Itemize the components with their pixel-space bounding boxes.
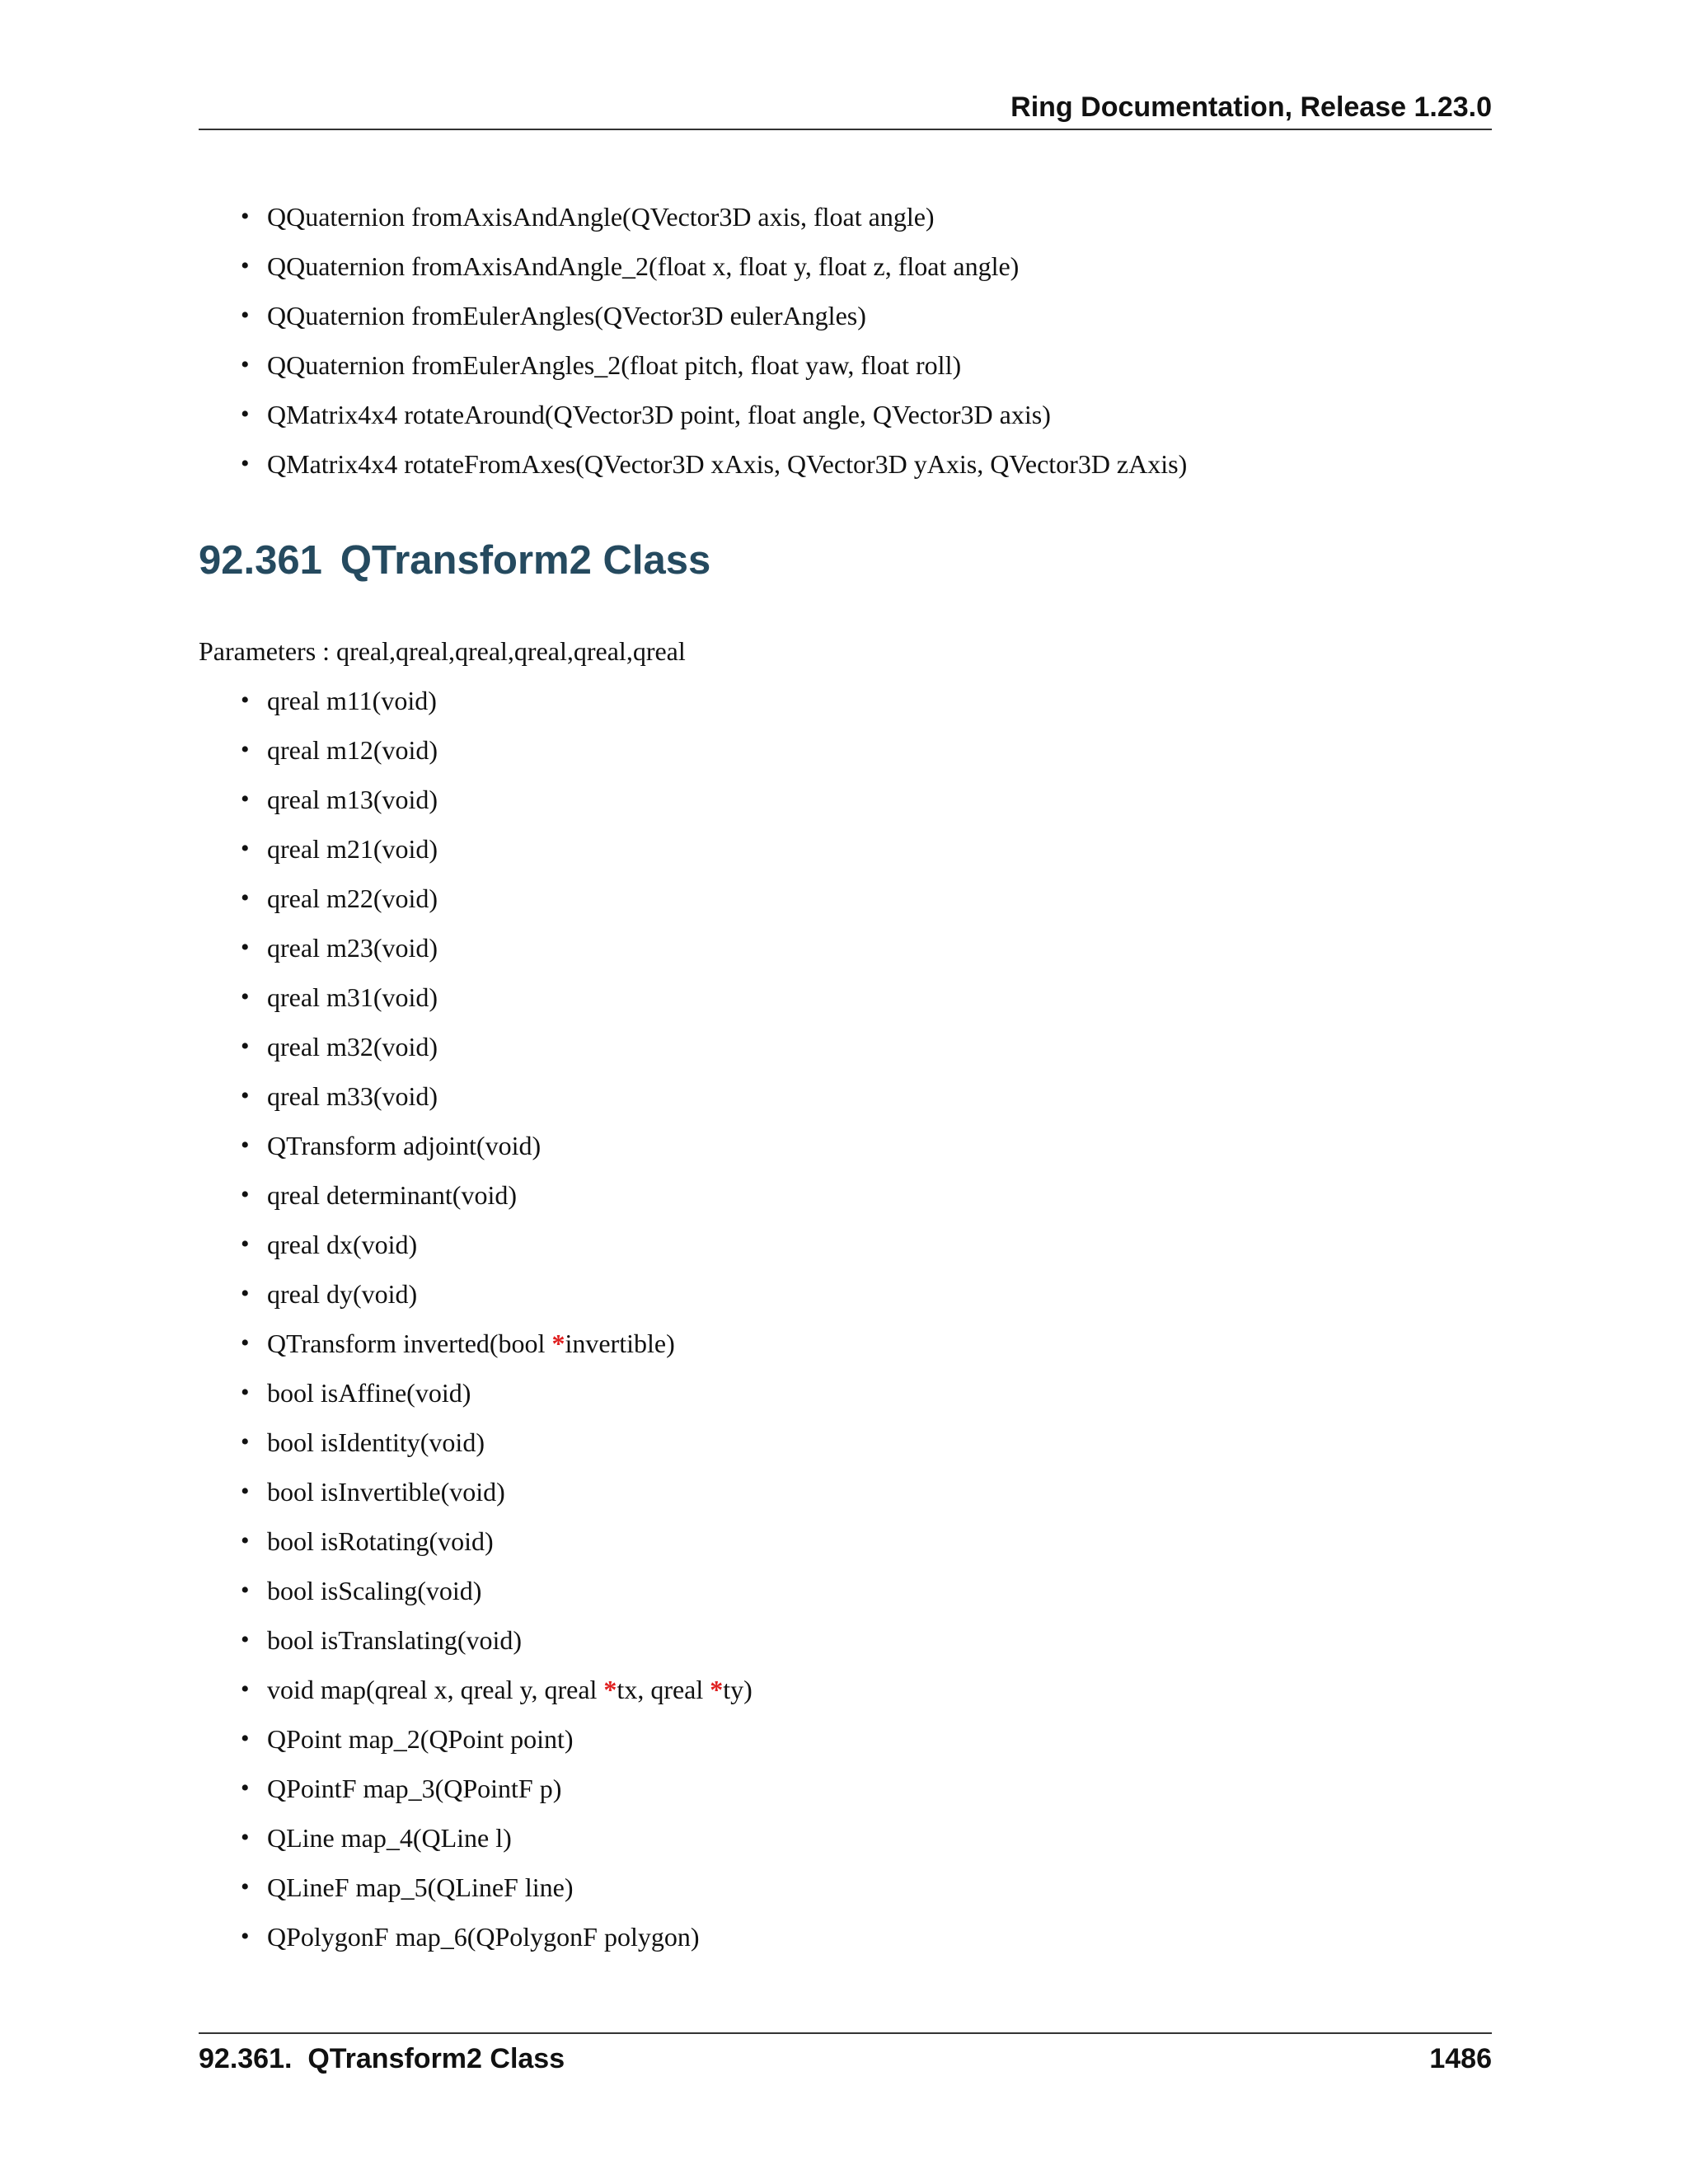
list-item: • QQuaternion fromEulerAngles_2(float pitch, float yaw, float roll) (241, 340, 1187, 390)
pointer-star: * (551, 1329, 565, 1358)
list-item: • bool isInvertible(void) (241, 1467, 753, 1516)
list-item: • qreal m12(void) (241, 725, 753, 775)
list-item: • QLineF map_5(QLineF line) (241, 1863, 753, 1912)
list-item: • qreal m33(void) (241, 1071, 753, 1121)
header-title: Ring Documentation, Release 1.23.0 (1010, 91, 1492, 123)
section-number: 92.361 (199, 538, 322, 583)
list-item: • QQuaternion fromAxisAndAngle_2(float x, float y, float z, float angle) (241, 241, 1187, 291)
list-item: • QQuaternion fromAxisAndAngle(QVector3D axis, float angle) (241, 192, 1187, 241)
list-item: • qreal dy(void) (241, 1269, 753, 1319)
section-heading (199, 536, 710, 585)
list-item: • qreal m21(void) (241, 824, 753, 874)
pointer-star: * (603, 1675, 617, 1704)
list-item: • QTransform adjoint(void) (241, 1121, 753, 1170)
list-item: • qreal dx(void) (241, 1220, 753, 1269)
list-item: • QQuaternion fromEulerAngles(QVector3D eulerAngles) (241, 291, 1187, 340)
list-item: • void map(qreal x, qreal y, qreal *tx, qreal *ty) (241, 1665, 753, 1714)
list-item: • bool isScaling(void) (241, 1566, 753, 1615)
list-item: • qreal m11(void) (241, 676, 753, 725)
list-item: • bool isTranslating(void) (241, 1615, 753, 1665)
list-item: • qreal m32(void) (241, 1022, 753, 1071)
section-title: QTransform2 Class (340, 538, 711, 583)
list-item: • qreal m31(void) (241, 972, 753, 1022)
list-item: • bool isAffine(void) (241, 1368, 753, 1418)
list-item: • bool isRotating(void) (241, 1516, 753, 1566)
top-method-list (241, 192, 1187, 489)
list-item: • QPolygonF map_6(QPolygonF polygon) (241, 1912, 753, 1961)
list-item: • bool isIdentity(void) (241, 1418, 753, 1467)
list-item: • qreal determinant(void) (241, 1170, 753, 1220)
list-item: • QLine map_4(QLine l) (241, 1813, 753, 1863)
list-item: • QMatrix4x4 rotateAround(QVector3D point, float angle, QVector3D axis) (241, 390, 1187, 439)
list-item: • QPoint map_2(QPoint point) (241, 1714, 753, 1764)
list-item: • qreal m13(void) (241, 775, 753, 824)
list-item: • QTransform inverted(bool *invertible) (241, 1319, 753, 1368)
footer-page-number: 1486 (1429, 2043, 1492, 2074)
list-item: • qreal m23(void) (241, 923, 753, 972)
parameters-line: Parameters : qreal,qreal,qreal,qreal,qreal,qreal (199, 636, 686, 666)
footer-section-label: 92.361. QTransform2 Class (199, 2043, 565, 2074)
list-item: • QMatrix4x4 rotateFromAxes(QVector3D xAxis, QVector3D yAxis, QVector3D zAxis) (241, 439, 1187, 489)
list-item: • QPointF map_3(QPointF p) (241, 1764, 753, 1813)
class-method-list (241, 676, 753, 1961)
page-header (199, 91, 1492, 130)
list-item: • qreal m22(void) (241, 874, 753, 923)
pointer-star: * (710, 1675, 724, 1704)
page-footer (199, 2032, 1492, 2083)
